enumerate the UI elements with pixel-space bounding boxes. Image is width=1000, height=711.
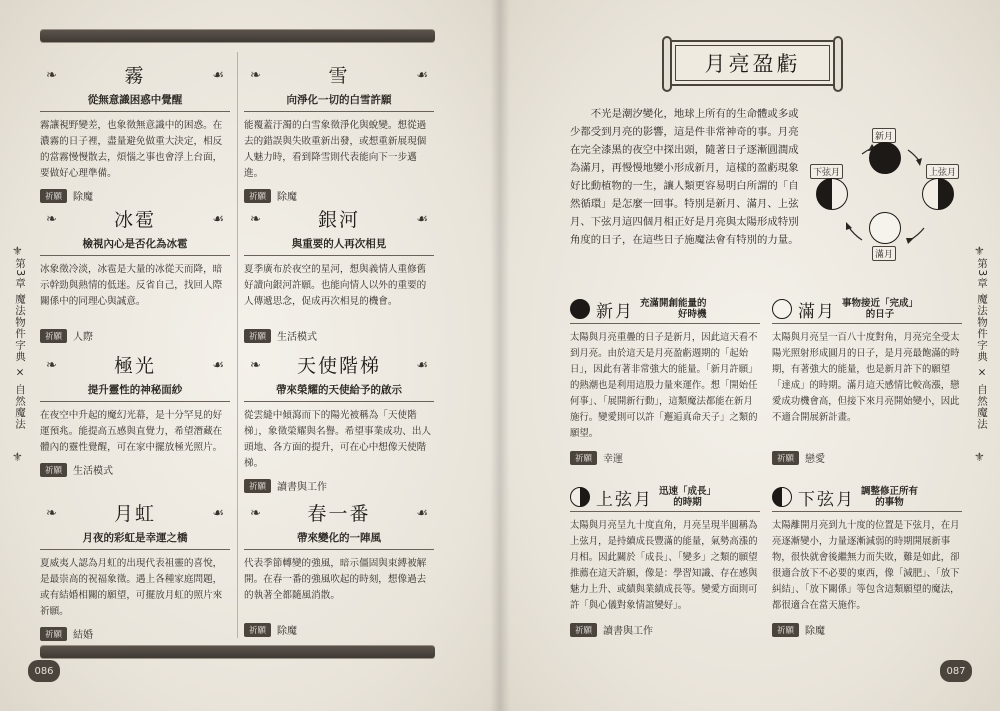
first-quarter-moon-icon [570,487,590,507]
fleur-de-lis-icon: ⚜ [974,244,985,258]
phase-body: 太陽與月亮呈一百八十度對角，月亮完全受太陽光照射形成圓月的日子，是月亮最飽滿的時期，有著強大的能量，也是新月許下的願望「達成」的時期。滿月這天感情比較高漲，戀愛成功機會高，但接下來月亮開始變小，因此不適合開展新計畫。 [772,332,960,423]
entry-snow [244,62,434,203]
entry-body: 冰象徵冷淡，冰雹是大量的冰從天而降，暗示幹勁與熱情的低迷。反省自己，找回人際關係中的同理心與誠意。 [40,264,223,307]
fleur-de-lis-icon: ⚜ [974,450,985,464]
entry-subtitle: 從無意識困惑中覺醒 [40,90,230,112]
flourish-icon: ❧ [250,68,261,83]
tag-value: 幸運 [603,454,624,465]
page-title: 月亮盈虧 [704,52,801,76]
flourish-icon: ☙ [212,358,224,373]
tag-badge: 祈願 [40,329,67,343]
flourish-icon: ☙ [212,68,224,83]
flourish-icon: ❧ [46,68,57,83]
fleur-de-lis-icon: ⚜ [12,244,23,258]
phase-subtitle: 調整修正所有 [861,486,919,497]
entry-title: 天使階梯 [296,355,381,377]
scroll-end-left [662,36,672,92]
phase-subtitle: 的時期 [673,497,702,508]
flourish-icon: ❧ [46,506,57,521]
entry-subtitle: 與重要的人再次相見 [244,234,434,256]
phase-new-moon [570,298,760,465]
tag-value: 人際 [73,332,94,343]
entry-title: 冰雹 [113,209,156,231]
flourish-icon: ☙ [416,358,428,373]
entry-body: 從雲縫中傾瀉而下的陽光被稱為「天使階梯」，象徵榮耀與名譽。希望事業成功、出人頭地、各方面的提升，可在心中想像天使階梯。 [244,410,432,469]
scroll-end-right [833,36,843,92]
decorative-bar-bottom [40,646,435,658]
entry-title: 銀河 [317,209,360,231]
entry-title: 雪 [328,65,350,87]
tag-badge: 祈願 [40,463,67,477]
phase-name: 下弦月 [798,489,855,510]
tag-badge: 祈願 [772,623,799,637]
title-banner [670,40,835,86]
tag-value: 除魔 [277,626,298,637]
tag-value: 除魔 [805,626,826,637]
flourish-icon: ❧ [250,506,261,521]
entry-body: 能覆蓋汙濁的白雪象徵淨化與蛻變。想從過去的錯誤與失敗重新出發，或想重新展現個人魅力時，看到降雪則代表能向下一步邁進。 [244,120,427,179]
flourish-icon: ☙ [212,212,224,227]
phase-name: 上弦月 [596,489,653,510]
flourish-icon: ❧ [46,358,57,373]
chapter-side-tab: 第3章 魔法物件字典 × 自然魔法 [976,258,988,430]
phase-full-moon [772,298,962,465]
entry-subtitle: 向淨化一切的白雪許願 [244,90,434,112]
tag-badge: 祈願 [244,479,271,493]
phase-name: 滿月 [798,301,836,322]
flourish-icon: ❧ [250,212,261,227]
phase-name: 新月 [596,301,634,322]
tag-badge: 祈願 [244,623,271,637]
entry-aurora [40,352,230,477]
entry-title: 極光 [113,355,156,377]
cycle-label-full-moon: 滿月 [872,246,896,261]
entry-hail [40,206,230,343]
tag-badge: 祈願 [772,451,799,465]
full-moon-icon [772,299,792,319]
cycle-label-last-quarter: 下弦月 [810,164,843,179]
phase-subtitle: 迅速「成長」 [659,486,717,497]
phase-body: 太陽與月亮重疊的日子是新月，因此這天看不到月亮。由於這天是月亮盈虧週期的「起始日」，因此有著非常強大的能量。「新月許願」的熱潮也是利用這股力量來運作。想「開始任何事」、「展開新行動」，這類魔法都能在新月施行。變愛則可以許「邂逅真命天子」之類的願望。 [570,332,758,439]
entry-title: 霧 [124,65,146,87]
tag-value: 結婚 [73,630,94,641]
book-gutter [490,0,510,711]
tag-value: 生活模式 [73,466,114,477]
phase-subtitle: 的日子 [865,309,895,320]
entry-body: 霧讓視野變差，也象徵無意識中的困惑。在濃霧的日子裡，盡量避免做重大決定，相反的當霧慢慢散去，煩惱之事也會浮上台面，要做好心理準備。 [40,120,223,179]
tag-value: 除魔 [73,192,94,203]
tag-value: 生活模式 [277,332,318,343]
phase-subtitle: 的事物 [875,497,904,508]
entry-subtitle: 提升靈性的神秘面紗 [40,380,230,402]
cycle-label-new-moon: 新月 [872,128,896,143]
last-quarter-moon-icon [816,178,848,210]
phase-body: 太陽與月亮呈九十度直角，月亮呈現半圓稱為上弦月，是持續成長豐滿的能量，氣勢高漲的月相。因此關於「成長」、「變多」之類的願望推薦在這天許願，像是：學習知識、存在感與魅力上升、或績與業績成長等。變愛方面則可許「與心儀對象情誼變好」。 [570,520,758,611]
entry-fog [40,62,230,203]
right-page [500,0,1000,711]
chapter-side-tab: 第3章 魔法物件字典 × 自然魔法 [14,258,26,430]
phase-body: 太陽離開月亮到九十度的位置是下弦月，在月亮逐漸變小，力量逐漸減弱的時期開展新事物，很快就會後繼無力而失敗，難是如此，卻很適合放下不必要的東西，像「減肥」、「放下糾結」、「放下關係」等包含這類願望的魔法，都很適合在當天施作。 [772,520,960,611]
last-quarter-moon-icon [772,487,792,507]
entry-subtitle: 月夜的彩虹是幸運之橋 [40,528,230,550]
tag-badge: 祈願 [40,627,67,641]
phase-subtitle: 好時機 [678,309,707,320]
new-moon-icon [869,142,901,174]
tag-value: 戀愛 [805,454,826,465]
decorative-bar-top [40,30,435,42]
page-number: 087 [940,660,972,682]
flourish-icon: ☙ [212,506,224,521]
page-number: 086 [28,660,60,682]
tag-badge: 祈願 [570,451,597,465]
intro-paragraph: 不光是潮汐變化，地球上所有的生命體或多或少都受到月亮的影響，這是件非常神奇的事。月亮在完全漆黑的夜空中探出頭，隨著日子逐漸圓潤成為滿月，再慢慢地變小形成新月，這樣的盈虧現象好比動植物的一生，讓人類更容易明白所謂的「自然循環」是怎麼一回事。特別是新月、滿月、上弦月、下弦月這四個月相正好是月亮與太陽形成特別角度的日子，在這些日子施魔法會有特別的力量。 [570,108,799,246]
entry-subtitle: 檢視內心是否化為冰雹 [40,234,230,256]
entry-body: 在夜空中升起的魔幻光幕，是十分罕見的好運預兆。能提高五感與直覺力，希望潛藏在體內的靈性覺醒，可在家中擺放極光照片。 [40,410,223,453]
flourish-icon: ☙ [416,68,428,83]
tag-value: 讀書與工作 [603,626,654,637]
moon-cycle-diagram [810,120,960,270]
entry-haru-ichiban [244,500,434,637]
new-moon-icon [570,299,590,319]
cycle-label-first-quarter: 上弦月 [926,164,959,179]
entry-subtitle: 帶來變化的一陣風 [244,528,434,550]
flourish-icon: ❧ [46,212,57,227]
tag-badge: 祈願 [570,623,597,637]
entry-angel-ladder [244,352,434,493]
entry-title: 月虹 [113,503,156,525]
phase-last-quarter [772,486,962,637]
entry-subtitle: 帶來榮耀的天使給予的啟示 [244,380,434,402]
tag-badge: 祈願 [40,189,67,203]
entry-body: 夏威夷人認為月虹的出現代表祖靈的喜悅，是最崇高的祝福象徵。遇上各種家庭問題，或有結婚相關的願望，可擺放月虹的照片來祈願。 [40,558,223,617]
phase-first-quarter [570,486,760,637]
entry-body: 夏季廣布於夜空的星河，想與義情人重修舊好讀向銀河許願。也能向情人以外的重要的人傳遞思念，促成再次相見的機會。 [244,264,427,307]
entry-title: 春一番 [307,503,371,525]
flourish-icon: ☙ [416,212,428,227]
flourish-icon: ☙ [416,506,428,521]
tag-value: 除魔 [277,192,298,203]
phase-subtitle: 事物接近「完成」 [842,298,919,309]
tag-value: 讀書與工作 [277,482,328,493]
flourish-icon: ❧ [250,358,261,373]
column-divider [237,52,238,638]
tag-badge: 祈願 [244,329,271,343]
first-quarter-moon-icon [922,178,954,210]
entry-milky-way [244,206,434,343]
fleur-de-lis-icon: ⚜ [12,450,23,464]
entry-body: 代表季節轉變的強風，暗示僵固與束縛被解開。在春一番的強風吹起的時刻，想像過去的執著全都隨風消散。 [244,558,427,601]
entry-moonbow [40,500,230,641]
tag-badge: 祈願 [244,189,271,203]
phase-subtitle: 充滿開創能量的 [640,298,707,309]
full-moon-icon [869,212,901,244]
